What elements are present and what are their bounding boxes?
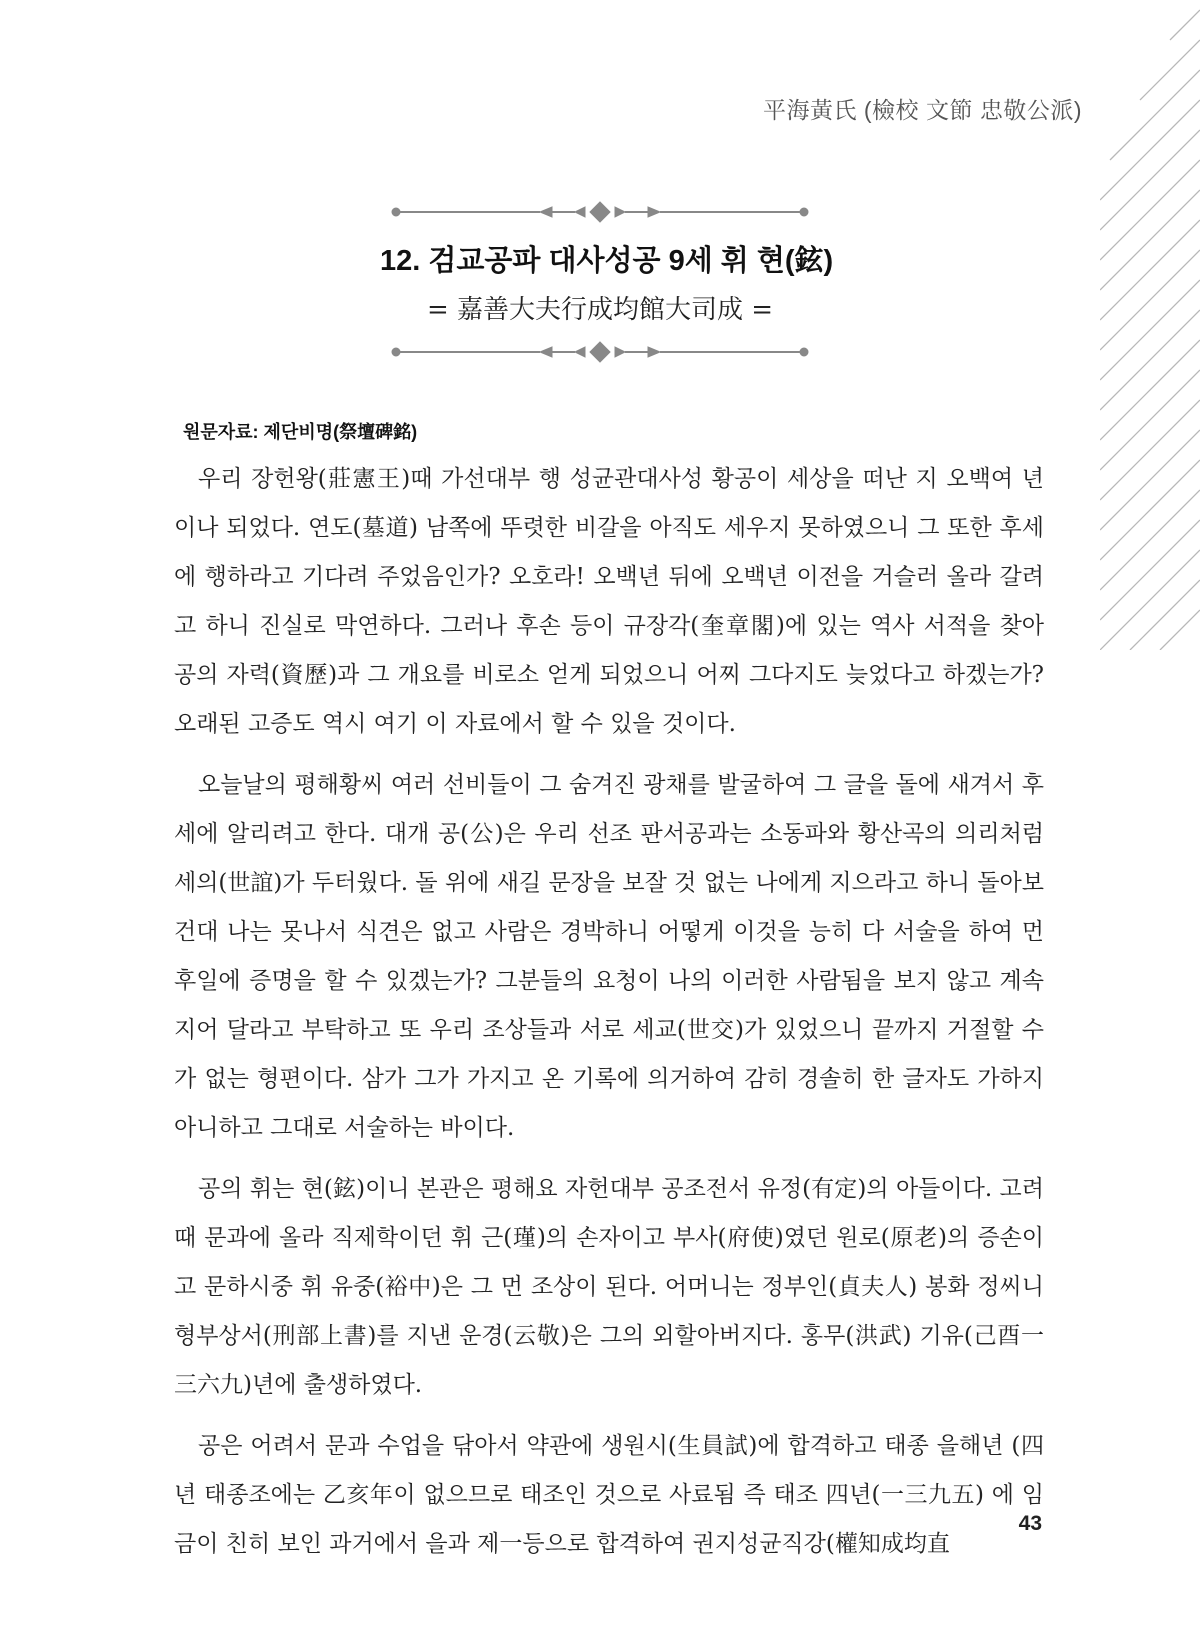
section-subtitle: = 嘉善大夫行成均館大司成 = — [426, 295, 774, 325]
paragraph: 오늘날의 평해황씨 여러 선비들이 그 숨겨진 광채를 발굴하여 그 글을 돌에 새겨서 후세에 알리려고 한다. 대개 공(公)은 우리 선조 판서공과는 소동파와 황산곡의 의리처럼 세의(世誼)가 두터웠다. 돌 위에 새길 문장을 보잘 것 없는 나에게 지으라고 하니 돌아보건대 나는 못나서 식견은 없고 사람은 경박하니 어떻게 이것을 능히 다 서술을 하여 먼후일에 증명을 할 수 있겠는가? 그분들의 요청이 나의 이러한 사람됨을 보지 않고 계속 지어 달라고 부탁하고 또 우리 조상들과 서로 세교(世交)가 있었으니 끝까지 거절할 수가 없는 형편이다. 삼가 그가 가지고 온 기록에 의거하여 감히 경솔히 한 글자도 가하지 아니하고 그대로 서술하는 바이다. — [174, 772, 1044, 1141]
diagonal-hatch-decoration — [1100, 0, 1200, 650]
paragraph: 공은 어려서 문과 수업을 닦아서 약관에 생원시(生員試)에 합격하고 태종 을해년 (四년 태종조에는 乙亥年이 없으므로 태조인 것으로 사료됨 즉 태조 四년(一三九五) 에 임금이 친히 보인 과거에서 을과 제一등으로 합격하여 권지성균직강(權知成均直 — [174, 1433, 1044, 1557]
page-number: 43 — [1018, 1512, 1042, 1535]
paragraph: 우리 장헌왕(莊憲王)때 가선대부 행 성균관대사성 황공이 세상을 떠난 지 오백여 년이나 되었다. 연도(墓道) 남쪽에 뚜렷한 비갈을 아직도 세우지 못하였으니 그 또한 후세에 행하라고 기다려 주었음인가? 오호라! 오백년 뒤에 오백년 이전을 거슬러 올라 갈려고 하니 진실로 막연하다. 그러나 후손 등이 규장각(奎章閣)에 있는 역사 서적을 찾아 공의 자력(資歷)과 그 개요를 비로소 얻게 되었으니 어찌 그다지도 늦었다고 하겠는가? 오래된 고증도 역시 여기 이 자료에서 할 수 있을 것이다. — [174, 466, 1045, 737]
body-text — [174, 455, 1044, 1569]
ornament-divider-top — [390, 200, 810, 224]
paragraph: 공의 휘는 현(鉉)이니 본관은 평해요 자헌대부 공조전서 유정(有定)의 아들이다. 고려때 문과에 올라 직제학이던 휘 근(瑾)의 손자이고 부사(府使)였던 원로(原老)의 증손이고 문하시중 휘 유중(裕中)은 그 먼 조상이 된다. 어머니는 정부인(貞夫人) 봉화 정씨니 형부상서(刑部上書)를 지낸 운경(云敬)은 그의 외할아버지다. 홍무(洪武) 기유(己酉一三六九)년에 출생하였다. — [174, 1176, 1044, 1398]
section-title-block — [380, 200, 834, 364]
source-label: 원문자료: 제단비명(祭壇碑銘) — [183, 422, 418, 442]
ornament-divider-bottom — [390, 340, 810, 364]
running-header: 平海黃氏 (檢校 文節 忠敬公派) — [763, 97, 1082, 123]
section-title: 12. 검교공파 대사성공 9세 휘 현(鉉) — [380, 245, 834, 277]
